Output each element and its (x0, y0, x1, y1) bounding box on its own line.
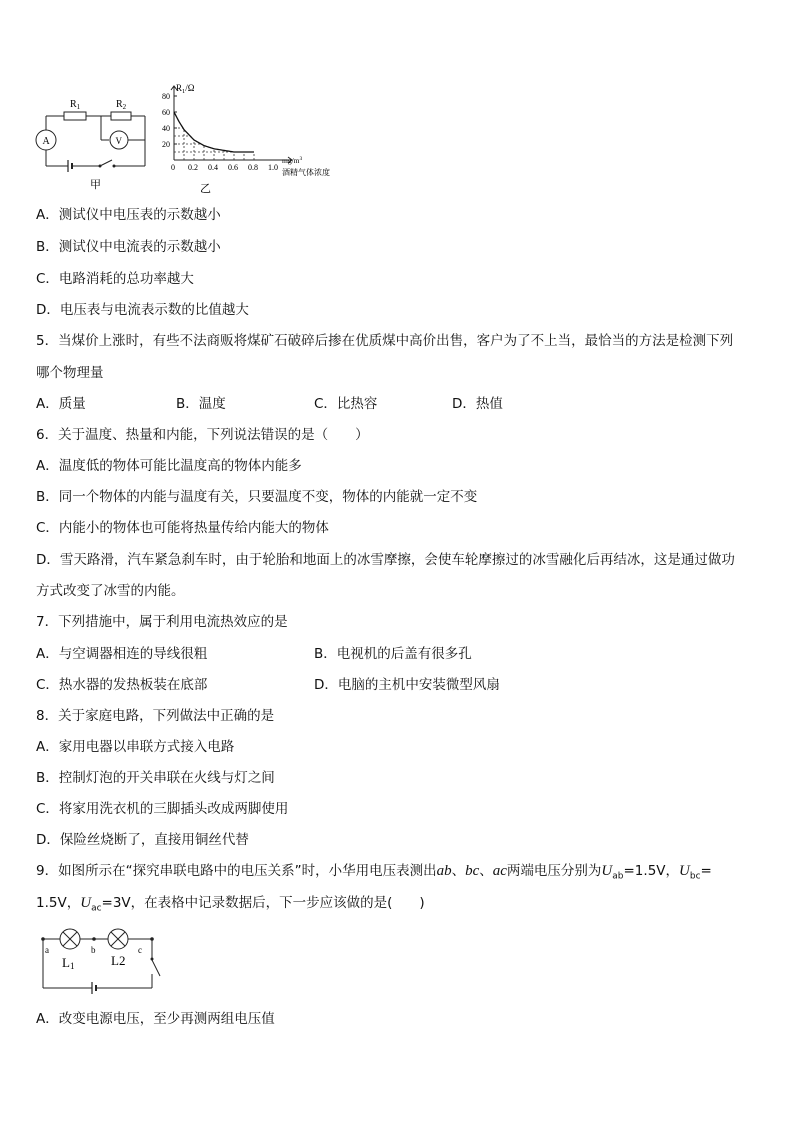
q5-stem-line2: 哪个物理量 (36, 365, 104, 381)
chart-xlabel-text: 酒精气体浓度 (282, 168, 330, 177)
point-b-label: b (91, 945, 96, 955)
q8-option-d: D．保险丝烧断了，直接用铜丝代替 (36, 832, 249, 848)
chart-y-tick-label: 60 (162, 108, 170, 117)
chart-y-tick-label: 20 (162, 140, 170, 149)
q9-circuit-figure (36, 926, 166, 1002)
q6-option-d-line2: 方式改变了冰雪的内能。 (36, 583, 185, 599)
chart-x-tick-label: 0.8 (248, 163, 258, 172)
chart-x-tick-label: 0 (171, 163, 175, 172)
figure-caption-yi: 乙 (200, 183, 211, 195)
circuit-figure-jia (34, 92, 160, 192)
r2-label: $R_2$ (116, 99, 127, 111)
chart-x-tick-label: 0.6 (228, 163, 238, 172)
resistor-r1 (64, 112, 86, 120)
q8-option-c: C．将家用洗衣机的三脚插头改成两脚使用 (36, 801, 289, 817)
q9-stem-line1: 9．如图所示在“探究串联电路中的电压关系”时，小华用电压表测出ab、bc、ac两端电压分别为$U_{ab}=1.5V$，$U_{bc}=$ (36, 863, 712, 882)
chart-x-tick-label: 0.4 (208, 163, 218, 172)
chart-y-tick-label: 40 (162, 124, 170, 133)
resistor-r2 (111, 112, 131, 120)
chart-x-tick-label: 0.2 (188, 163, 198, 172)
point-a-label: a (45, 945, 49, 955)
q7-option-b: B．电视机的后盖有很多孔 (314, 646, 472, 662)
q4-option-a: A．测试仪中电压表的示数越小 (36, 207, 221, 223)
chart-x-tick-label: 1.0 (268, 163, 278, 172)
q8-stem: 8．关于家庭电路，下列做法中正确的是 (36, 708, 275, 724)
q8-option-b: B．控制灯泡的开关串联在火线与灯之间 (36, 770, 275, 786)
q7-stem: 7．下列措施中，属于利用电流热效应的是 (36, 614, 288, 630)
point-c-label: c (138, 945, 142, 955)
voltmeter-label: V (115, 136, 122, 146)
chart-y-tick-label: 80 (162, 92, 170, 101)
q9-stem-line2: 1.5V，$U_{ac}=3V$，在表格中记录数据后，下一步应该做的是( ) (36, 895, 425, 914)
q5-option-b: B．温度 (176, 396, 226, 412)
q6-stem: 6．关于温度、热量和内能，下列说法错误的是（ ） (36, 427, 369, 443)
ammeter-label: A (42, 136, 50, 147)
q5-option-c: C．比热容 (314, 396, 378, 412)
q7-option-a: A．与空调器相连的导线很粗 (36, 646, 208, 662)
figure-caption-jia: 甲 (90, 179, 101, 191)
chart-ylabel: $R_1/\Omega$ (176, 83, 195, 95)
chart-figure-yi (158, 80, 348, 198)
q6-option-d-line1: D．雪天路滑，汽车紧急刹车时，由于轮胎和地面上的冰雪摩擦，会使车轮摩擦过的冰雪融化后再结冰，这是通过做功 (36, 552, 735, 568)
q6-option-b: B．同一个物体的内能与温度有关，只要温度不变，物体的内能就一定不变 (36, 489, 478, 505)
q7-option-c: C．热水器的发热板装在底部 (36, 677, 208, 693)
q4-option-c: C．电路消耗的总功率越大 (36, 271, 194, 287)
q7-option-d: D．电脑的主机中安装微型风扇 (314, 677, 500, 693)
q4-option-b: B．测试仪中电流表的示数越小 (36, 239, 221, 255)
q5-option-a: A．质量 (36, 396, 86, 412)
q9-option-a: A．改变电源电压，至少再测两组电压值 (36, 1011, 275, 1027)
r1-label: $R_1$ (70, 99, 81, 111)
lamp-l2-label: L2 (111, 953, 126, 968)
q6-option-a: A．温度低的物体可能比温度高的物体内能多 (36, 458, 302, 474)
q5-stem-line1: 5．当煤价上涨时，有些不法商贩将煤矿石破碎后掺在优质煤中高价出售，客户为了不上当，最恰当的方法是检测下列 (36, 333, 734, 349)
q4-option-d: D．电压表与电流表示数的比值越大 (36, 302, 249, 318)
q5-option-d: D．热值 (452, 396, 503, 412)
chart-xlabel-unit: $mg/m^3$ (282, 156, 303, 165)
chart-series-r1 (174, 112, 254, 152)
q6-option-c: C．内能小的物体也可能将热量传给内能大的物体 (36, 520, 329, 536)
q8-option-a: A．家用电器以串联方式接入电路 (36, 739, 235, 755)
lamp-l1-label: L1 (62, 955, 75, 971)
